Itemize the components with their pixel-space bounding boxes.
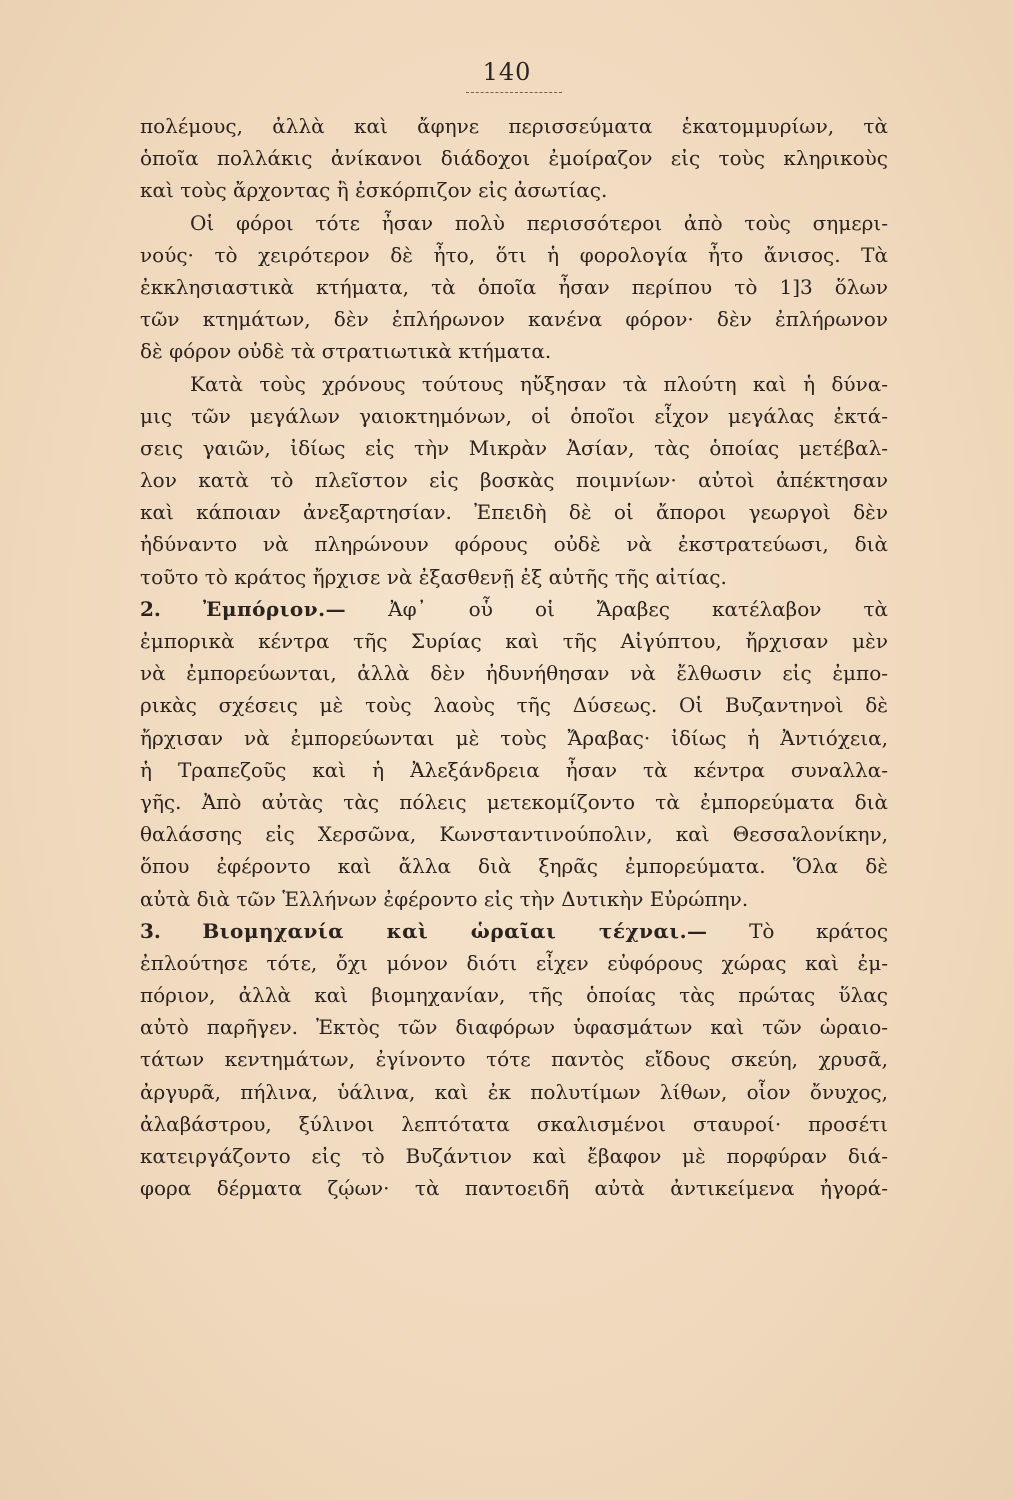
text-line: ὅπου ἐφέροντο καὶ ἄλλα διὰ ξηρᾶς ἐμπορεύματα. Ὅλα δὲ xyxy=(140,854,888,879)
section-text: Ἀφ᾽ οὗ οἱ Ἄραβες κατέλαβον τὰ xyxy=(388,596,888,621)
text-line: λον κατὰ τὸ πλεῖστον εἰς βοσκὰς ποιμνίων· αὐτοὶ ἀπέκτησαν xyxy=(140,468,888,493)
text-line: Κατὰ τοὺς χρόνους τούτους ηὔξησαν τὰ πλούτη καὶ ἡ δύνα- xyxy=(190,371,888,396)
text-line: πόριον, ἀλλὰ καὶ βιομηχανίαν, τῆς ὁποίας τὰς πρώτας ὕλας xyxy=(140,983,888,1008)
section-3-heading-line xyxy=(140,915,888,947)
text-line: θαλάσσης εἰς Χερσῶνα, Κωνσταντινούπολιν, καὶ Θεσσαλονίκην, xyxy=(140,822,888,847)
text-line: πολέμους, ἀλλὰ καὶ ἄφηνε περισσεύματα ἑκατομμυρίων, τὰ xyxy=(140,114,888,138)
text-line: τάτων κεντημάτων, ἐγίνοντο τότε παντὸς εἴδους σκεύη, χρυσᾶ, xyxy=(140,1047,888,1072)
page-number-rule xyxy=(466,92,562,93)
text-line: νούς· τὸ χειρότερον δὲ ἦτο, ὅτι ἡ φορολογία ἦτο ἄνισος. Τὰ xyxy=(140,242,888,267)
section-3-body xyxy=(140,947,888,1205)
section-2-heading-line xyxy=(140,593,888,625)
section-title: Ἐμπόριον.— xyxy=(202,596,347,621)
text-line: δὲ φόρον οὐδὲ τὰ στρατιωτικὰ κτήματα. xyxy=(140,339,552,364)
text-line: τῶν κτημάτων, δὲν ἐπλήρωνον κανένα φόρον· δὲν ἐπλήρωνον xyxy=(140,307,888,332)
text-line: ἐπλούτησε τότε, ὄχι μόνον διότι εἶχεν εὐφόρους χώρας καὶ ἐμ- xyxy=(140,950,888,975)
text-line: γῆς. Ἀπὸ αὐτὰς τὰς πόλεις μετεκομίζοντο τὰ ἐμπορεύματα διὰ xyxy=(140,789,888,814)
text-line: καὶ κάποιαν ἀνεξαρτησίαν. Ἐπειδὴ δὲ οἱ ἄποροι γεωργοὶ δὲν xyxy=(140,500,888,525)
paragraphs xyxy=(140,110,888,593)
text-line: ἐκκλησιαστικὰ κτήματα, τὰ ὁποῖα ἦσαν περίπου τὸ 1]3 ὅλων xyxy=(140,274,888,299)
text-line: σεις γαιῶν, ἰδίως εἰς τὴν Μικρὰν Ἀσίαν, τὰς ὁποίας μετέβαλ- xyxy=(140,435,888,460)
text-line: τοῦτο τὸ κράτος ἤρχισε νὰ ἐξασθενῇ ἐξ αὐτῆς τῆς αἰτίας. xyxy=(140,564,727,589)
section-text: Τὸ κράτος xyxy=(749,918,888,943)
text-line: μις τῶν μεγάλων γαιοκτημόνων, οἱ ὁποῖοι εἶχον μεγάλας ἐκτά- xyxy=(140,403,888,428)
text-line: Οἱ φόροι τότε ἦσαν πολὺ περισσότεροι ἀπὸ τοὺς σημερι- xyxy=(190,210,888,235)
section-2-body xyxy=(140,625,888,915)
text-line: ρικὰς σχέσεις μὲ τοὺς λαοὺς τῆς Δύσεως. Οἱ Βυζαντηνοὶ δὲ xyxy=(140,693,888,718)
text-line: ὁποῖα πολλάκις ἀνίκανοι διάδοχοι ἐμοίραζον εἰς τοὺς κληρικοὺς xyxy=(140,146,888,171)
text-line: ἡ Τραπεζοῦς καὶ ἡ Ἀλεξάνδρεια ἦσαν τὰ κέντρα συναλλα- xyxy=(140,757,888,782)
text-line: αὐτὸ παρῆγεν. Ἐκτὸς τῶν διαφόρων ὑφασμάτων καὶ τῶν ὡραιο- xyxy=(140,1015,888,1040)
text-line: ἠδύναντο νὰ πληρώνουν φόρους οὐδὲ νὰ ἐκστρατεύωσι, διὰ xyxy=(140,532,888,557)
text-line: ἐμπορικὰ κέντρα τῆς Συρίας καὶ τῆς Αἰγύπτου, ἤρχισαν μὲν xyxy=(140,629,888,653)
section-number: 3. xyxy=(140,918,161,943)
text-line: κατειργάζοντο εἰς τὸ Βυζάντιον καὶ ἔβαφον μὲ πορφύραν διά- xyxy=(140,1144,888,1168)
text-line: αὐτὰ διὰ τῶν Ἑλλήνων ἐφέροντο εἰς τὴν Δυτικὴν Εὐρώπην. xyxy=(140,886,749,911)
text-line: ἤρχισαν νὰ ἐμπορεύωνται μὲ τοὺς Ἄραβας· ἰδίως ἡ Ἀντιόχεια, xyxy=(140,725,888,750)
text-line: ἀργυρᾶ, πήλινα, ὑάλινα, καὶ ἐκ πολυτίμων λίθων, οἷον ὄνυχος, xyxy=(140,1079,888,1104)
page-number: 140 xyxy=(482,58,532,86)
text-line: νὰ ἐμπορεύωνται, ἀλλὰ δὲν ἠδυνήθησαν νὰ ἔλθωσιν εἰς ἐμπο- xyxy=(140,661,888,686)
page-body xyxy=(140,110,888,1204)
text-line: ἀλαβάστρου, ξύλινοι λεπτότατα σκαλισμένοι σταυροί· προσέτι xyxy=(140,1111,888,1136)
text-line: καὶ τοὺς ἄρχοντας ἢ ἐσκόρπιζον εἰς ἀσωτίας. xyxy=(140,178,608,203)
section-title: Βιομηχανία καὶ ὡραῖαι τέχναι.— xyxy=(202,918,708,943)
section-number: 2. xyxy=(140,596,161,621)
text-line: φορα δέρματα ζῴων· τὰ παντοειδῆ αὐτὰ ἀντικείμενα ἠγορά- xyxy=(140,1176,888,1201)
